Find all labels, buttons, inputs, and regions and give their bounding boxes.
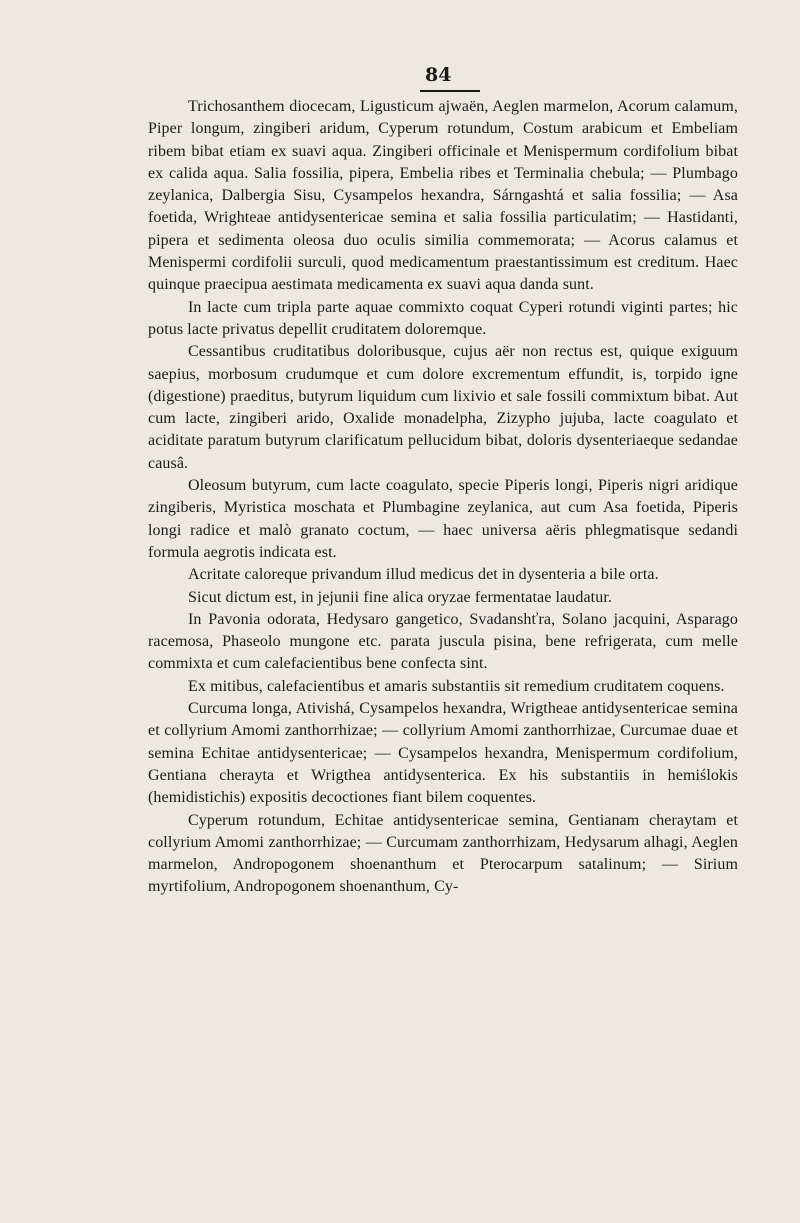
paragraph-2: In lacte cum tripla parte aquae commixto coquat Cyperi rotundi viginti partes; hic potus lacte privatus depellit cruditatem doloremque. (148, 298, 738, 338)
paragraph-5: Acritate caloreque privandum illud medicus det in dysenteria a bile orta. (188, 566, 659, 584)
paragraph-1: Trichosanthem diocecam, Ligusticum ajwaën, Aeglen marmelon, Acorum calamum, Piper longum, zingiberi aridum, Cyperum rotundum, Costum arabicum et Embeliam ribem bibat etiam ex suavi aqua. Zingiberi officinale et Menispermum cordifolium bibat ex calida aqua. Salia fossilia, pipera, Embelia ribes et Terminalia chebula; — Plumbago zeylanica, Dalbergia Sisu, Cysampelos hexandra, Sárngashtá et salia fossilia; — Asa foetida, Wrighteae antidysentericae semina et salia fossilia particulatim; — Hastidanti, pipera et sedimenta oleosa duo oculis similia commemorata; — Acorus calamus et Menispermi cordifolii surculi, quod medicamentum praestantissimum est creditum. Haec quinque praecipua aestimata medicamenta ex suavi aqua danda sunt. (148, 98, 738, 294)
paragraph-9: Curcuma longa, Ativishá, Cysampelos hexandra, Wrigtheae antidysentericae semina et collyrium Amomi zanthorrhizae; — collyrium Amomi zanthorrhizae, Curcumae duae et semina Echitae antidysentericae; — Cysampelos hexandra, Menispermum cordifolium, Gentiana cherayta et Wrigthea antidysenterica. Ex his substantiis in hemiślokis (hemidistichis) expositis decoctiones fiant bilem coquentes. (148, 700, 738, 807)
paragraph-6: Sicut dictum est, in jejunii fine alica oryzae fermentatae laudatur. (188, 588, 612, 606)
paragraph-4: Oleosum butyrum, cum lacte coagulato, specie Piperis longi, Piperis nigri aridique zingiberis, Myristica moschata et Plumbagine zeylanica, aut cum Asa foetida, Piperis longi radice et malò granato coctum, — haec universa aëris phlegmatisque sedandi formula aegrotis indicata est. (148, 477, 738, 561)
body-text (148, 96, 738, 899)
paragraph-10: Cyperum rotundum, Echitae antidysentericae semina, Gentianam cheraytam et collyrium Amomi zanthorrhizae; — Curcumam zanthorrhizam, Hedysarum alhagi, Aeglen marmelon, Andropogonem shoenanthum et Pterocarpum satalinum; — Sirium myrtifolium, Andropogonem shoenanthum, Cy- (148, 811, 738, 896)
paragraph-8: Ex mitibus, calefacientibus et amaris substantiis sit remedium cruditatem coquens. (188, 677, 725, 695)
page-number-rule (420, 90, 480, 92)
paragraph-3: Cessantibus cruditatibus doloribusque, cujus aër non rectus est, quique exiguum saepius, morbosum crudumque et cum dolore excrementum effundit, is, torpido igne (digestione) praeditus, butyrum liquidum cum lixivio et sale fossili commixtum bibat. Aut cum lacte, zingiberi arido, Oxalide monadelpha, Zizypho jujuba, lacte coagulato et aciditate paratum butyrum clarificatum pellucidum bibat, doloris dysenteriaeque sedandae causâ. (148, 343, 738, 472)
paragraph-7: In Pavonia odorata, Hedysaro gangetico, Svadanshťra, Solano jacquini, Asparago racemosa, Phaseolo mungone etc. parata juscula pisina, bene refrigerata, cum melle commixta et cum calefacientibus bene confecta sint. (148, 610, 738, 673)
page-number: 84 (425, 64, 452, 86)
